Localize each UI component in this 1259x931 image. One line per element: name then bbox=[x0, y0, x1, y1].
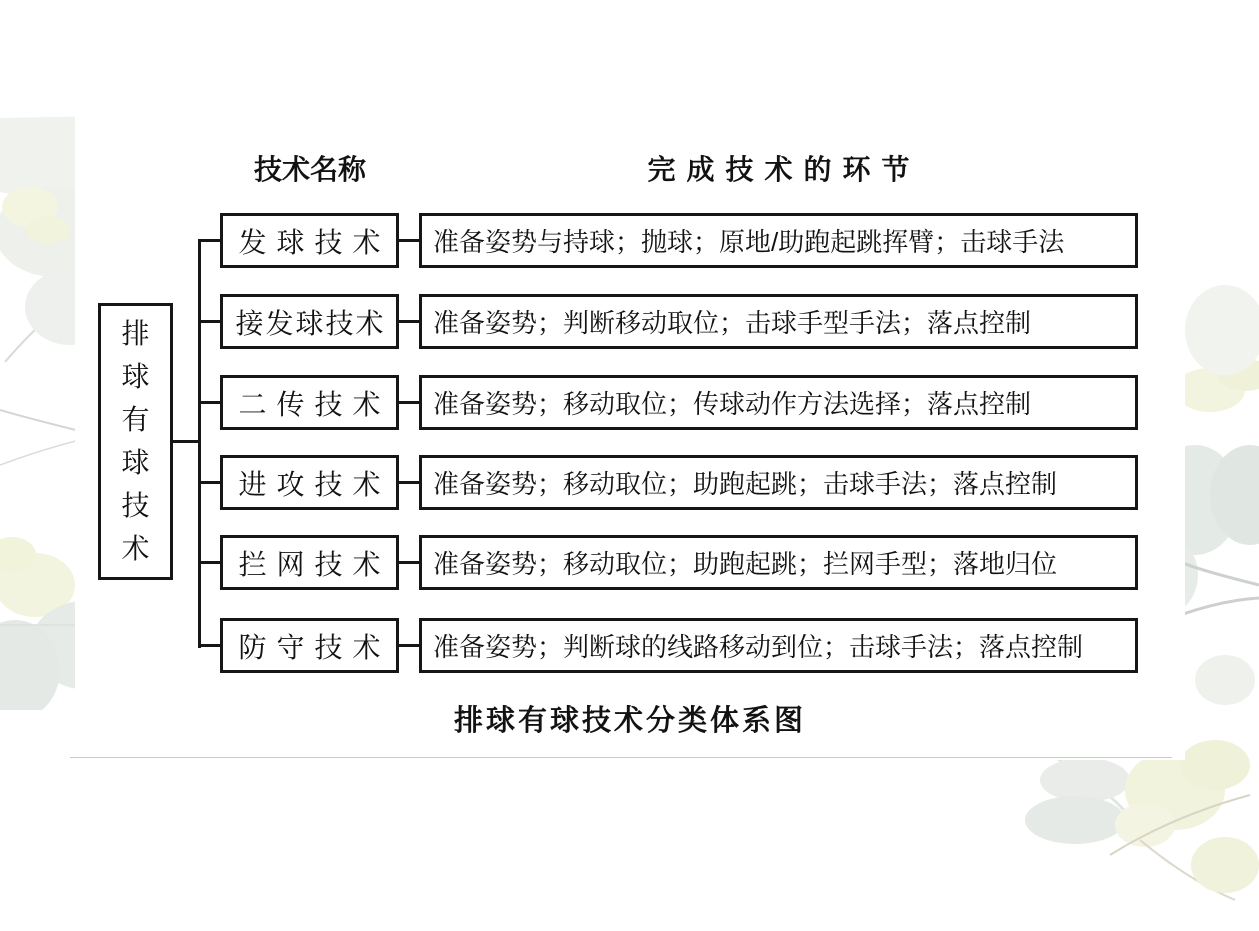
root-char: 术 bbox=[121, 533, 150, 565]
technique-row-defense bbox=[0, 618, 1259, 673]
technique-name-box: 防守技术 bbox=[220, 618, 399, 673]
root-char: 球 bbox=[121, 447, 150, 479]
column-header-steps: 完成技术的环节 bbox=[647, 154, 921, 185]
technique-row-block bbox=[0, 535, 1259, 590]
column-header-technique-name: 技术名称 bbox=[253, 154, 366, 185]
background-foliage-bottom-right bbox=[960, 735, 1259, 931]
root-char: 有 bbox=[121, 403, 150, 435]
technique-steps-box: 准备姿势；移动取位；传球动作方法选择；落点控制 bbox=[419, 375, 1138, 430]
technique-steps-box: 准备姿势；移动取位；助跑起跳；击球手法；落点控制 bbox=[419, 455, 1138, 510]
technique-row-serve bbox=[0, 213, 1259, 268]
panel-divider bbox=[70, 757, 1172, 758]
technique-steps-box: 准备姿势；判断球的线路移动到位；击球手法；落点控制 bbox=[419, 618, 1138, 673]
technique-name-box: 发球技术 bbox=[220, 213, 399, 268]
technique-name-box: 拦网技术 bbox=[220, 535, 399, 590]
technique-row-setting bbox=[0, 375, 1259, 430]
connector-root-to-spine bbox=[171, 440, 201, 443]
technique-name-box: 二传技术 bbox=[220, 375, 399, 430]
root-char: 球 bbox=[121, 360, 150, 392]
technique-name-box: 进攻技术 bbox=[220, 455, 399, 510]
root-char: 排 bbox=[121, 317, 150, 349]
technique-row-serve-receive bbox=[0, 294, 1259, 349]
technique-steps-box: 准备姿势与持球；抛球；原地/助跑起跳挥臂；击球手法 bbox=[419, 213, 1138, 268]
technique-steps-box: 准备姿势；移动取位；助跑起跳；拦网手型；落地归位 bbox=[419, 535, 1138, 590]
technique-name-box: 接发球技术 bbox=[220, 294, 399, 349]
diagram-caption: 排球有球技术分类体系图 bbox=[453, 705, 806, 737]
root-char: 技 bbox=[121, 490, 150, 522]
technique-row-attack bbox=[0, 455, 1259, 510]
technique-steps-box: 准备姿势；判断移动取位；击球手型手法；落点控制 bbox=[419, 294, 1138, 349]
